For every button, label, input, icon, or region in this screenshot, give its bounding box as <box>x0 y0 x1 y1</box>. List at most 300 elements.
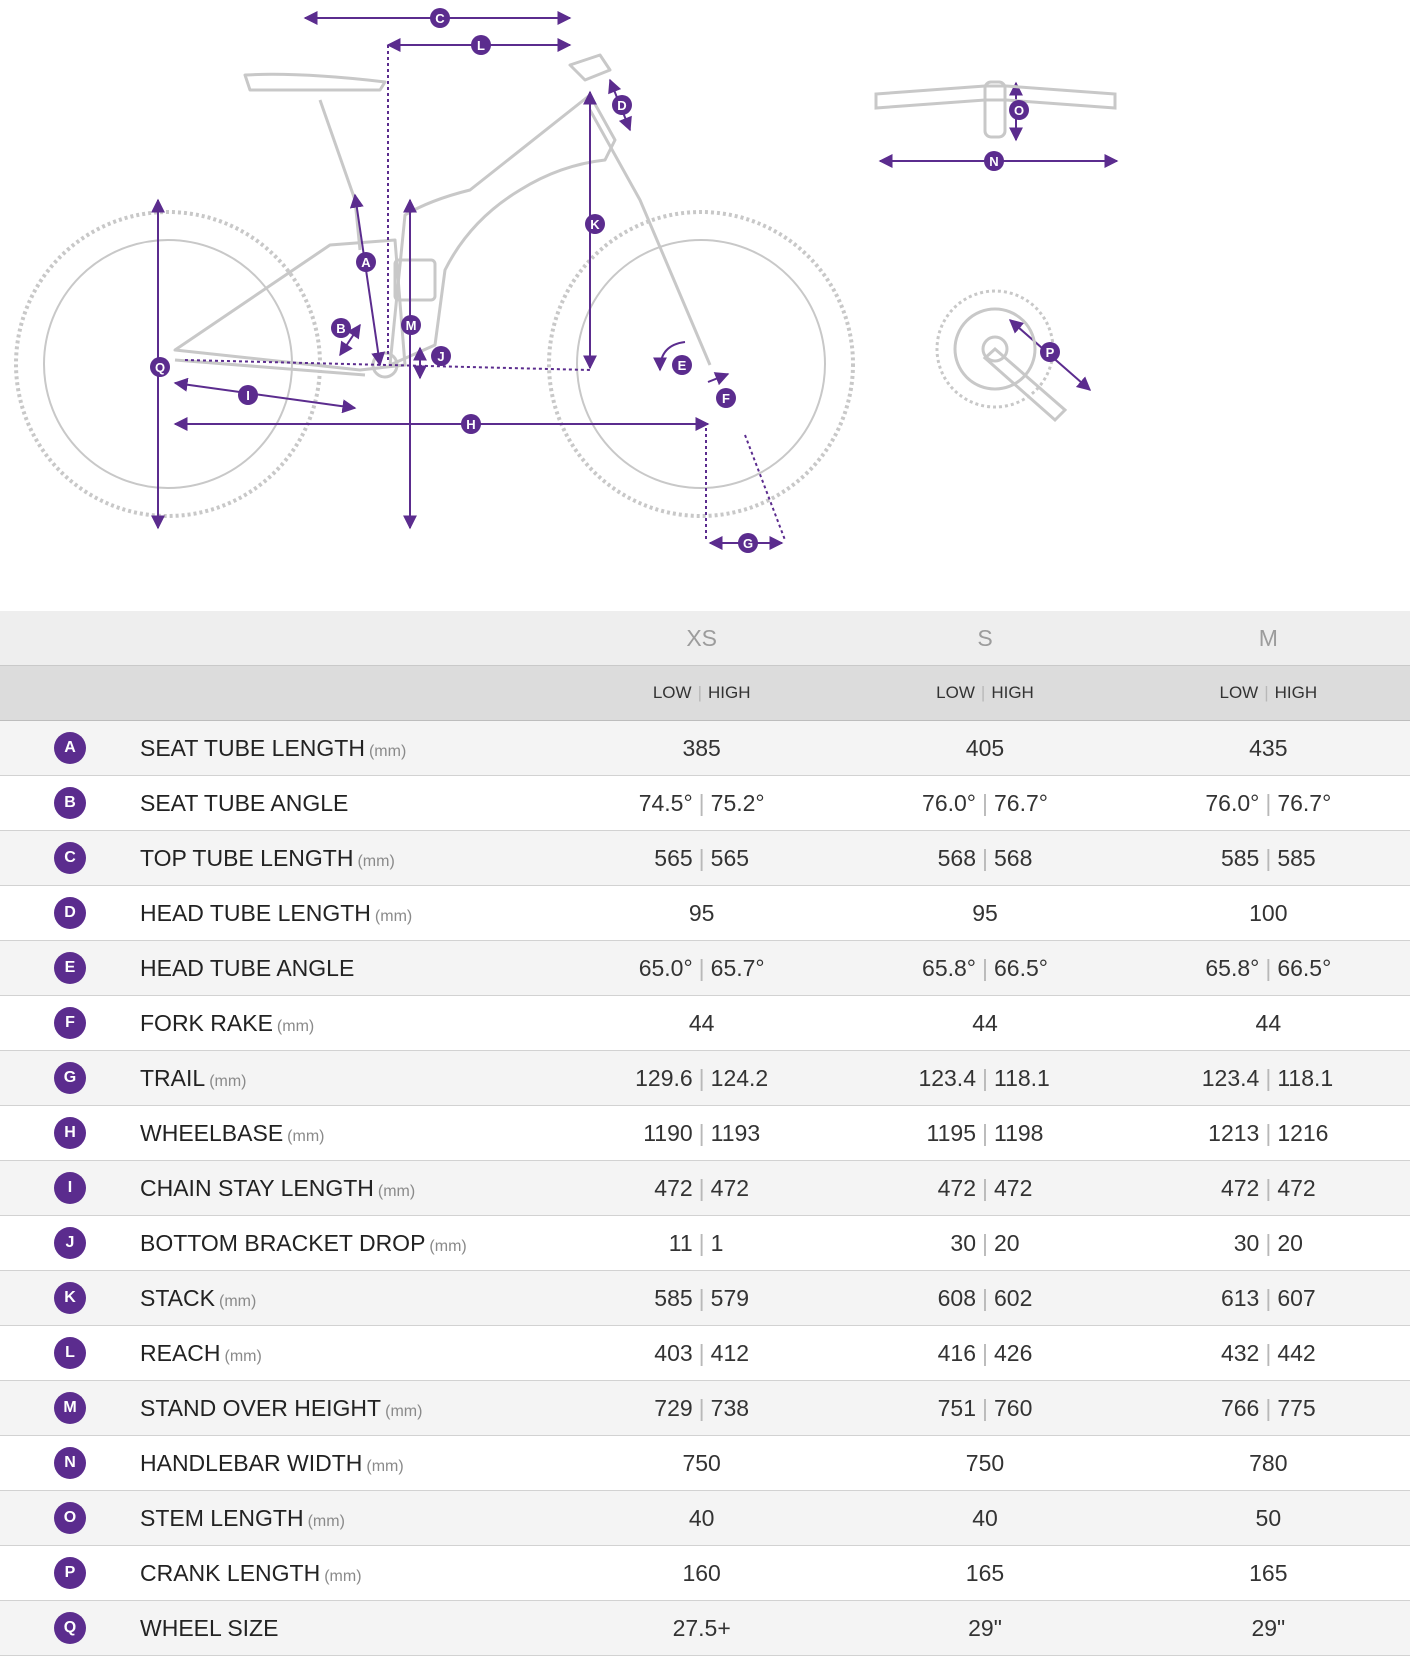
front-wheel <box>549 212 853 516</box>
size-value-cell <box>843 1271 1126 1326</box>
separator: | <box>698 1394 705 1421</box>
high-value: 76.7° <box>1277 789 1332 816</box>
measurement-name-cell <box>140 1381 560 1436</box>
high-value: 66.5° <box>993 954 1048 981</box>
svg-text:D: D <box>617 98 627 113</box>
high-value: 472 <box>1277 1174 1316 1201</box>
separator: | <box>697 683 702 702</box>
size-value-cell <box>560 1161 843 1216</box>
value: 750 <box>682 1449 721 1476</box>
table-row <box>0 776 1410 831</box>
separator: | <box>698 1119 705 1146</box>
svg-text:B: B <box>336 321 346 336</box>
badge-H <box>461 414 481 434</box>
size-value-cell <box>843 1216 1126 1271</box>
badge-L <box>471 35 491 55</box>
row-badge-cell <box>0 1381 140 1436</box>
table-row <box>0 1601 1410 1656</box>
size-value-cell <box>843 1326 1126 1381</box>
svg-text:L: L <box>477 38 485 53</box>
high-value: 66.5° <box>1277 954 1332 981</box>
high-label: HIGH <box>1274 683 1318 702</box>
measurement-unit: (mm) <box>368 742 407 760</box>
high-value: 76.7° <box>993 789 1048 816</box>
badge-A <box>356 252 376 272</box>
svg-text:M: M <box>405 318 417 333</box>
measurement-unit: (mm) <box>377 1182 416 1200</box>
high-value: 602 <box>993 1284 1033 1311</box>
size-value-cell <box>1127 721 1410 776</box>
table-row <box>0 1491 1410 1546</box>
high-value: 426 <box>993 1339 1033 1366</box>
low-value: 76.0° <box>922 789 976 816</box>
low-value: 608 <box>937 1284 976 1311</box>
low-value: 65.8° <box>922 954 976 981</box>
dimension-badge: D <box>54 897 86 929</box>
separator: | <box>1265 1339 1272 1366</box>
size-value-cell <box>843 1161 1126 1216</box>
size-value-cell <box>560 1271 843 1326</box>
table-row <box>0 1381 1410 1436</box>
svg-text:K: K <box>590 217 600 232</box>
table-row <box>0 1051 1410 1106</box>
measurement-unit: (mm) <box>324 1567 362 1585</box>
dimension-badge: H <box>54 1117 86 1149</box>
high-value: 568 <box>993 844 1033 871</box>
low-value: 565 <box>654 844 693 871</box>
value: 29" <box>1251 1614 1286 1641</box>
measurement-name: WHEELBASE <box>140 1119 284 1146</box>
measurement-name-cell <box>140 1601 560 1656</box>
value: 435 <box>1249 734 1288 761</box>
value: 165 <box>965 1559 1005 1586</box>
size-value-cell <box>1127 1436 1410 1491</box>
separator: | <box>982 1064 988 1091</box>
size-value-cell <box>843 1051 1126 1106</box>
high-value: 775 <box>1277 1394 1316 1421</box>
high-value: 118.1 <box>1277 1064 1334 1091</box>
row-badge-cell <box>0 996 140 1051</box>
separator: | <box>1264 683 1269 702</box>
size-value-cell <box>1127 1271 1410 1326</box>
size-header-m: M <box>1127 611 1410 666</box>
size-value-cell <box>1127 1601 1410 1656</box>
table-row <box>0 941 1410 996</box>
row-badge-cell <box>0 1216 140 1271</box>
separator: | <box>698 954 705 981</box>
size-header-xs: XS <box>560 611 843 666</box>
size-value-cell <box>560 1601 843 1656</box>
high-value: 20 <box>993 1229 1020 1256</box>
low-value: 613 <box>1220 1284 1260 1311</box>
high-value: 20 <box>1277 1229 1303 1256</box>
measurement-name: TOP TUBE LENGTH <box>140 844 354 871</box>
measurement-name-cell <box>140 1051 560 1106</box>
measurement-name-cell <box>140 1271 560 1326</box>
measurement-name: CRANK LENGTH <box>140 1559 321 1586</box>
size-value-cell <box>843 941 1126 996</box>
table-row <box>0 721 1410 776</box>
low-value: 766 <box>1220 1394 1260 1421</box>
badge-P <box>1040 342 1060 362</box>
measurement-name-cell <box>140 1546 560 1601</box>
dimension-lines <box>158 18 1117 543</box>
table-row <box>0 1106 1410 1161</box>
size-value-cell <box>560 1491 843 1546</box>
measurement-unit: (mm) <box>218 1292 257 1310</box>
size-value-cell <box>1127 776 1410 831</box>
dimension-badge: O <box>54 1502 86 1534</box>
low-high-header <box>843 666 1126 721</box>
value: 95 <box>688 899 715 926</box>
value: 750 <box>965 1449 1005 1476</box>
measurement-unit: (mm) <box>366 1457 404 1475</box>
separator: | <box>982 1174 988 1201</box>
separator: | <box>1265 1394 1272 1421</box>
measurement-unit: (mm) <box>209 1072 247 1090</box>
high-value: 412 <box>710 1339 750 1366</box>
svg-text:P: P <box>1045 345 1055 360</box>
separator: | <box>982 1229 988 1256</box>
badge-E <box>672 355 692 375</box>
badge-G <box>738 533 758 553</box>
measurement-unit: (mm) <box>429 1237 467 1255</box>
measurement-name: HEAD TUBE LENGTH <box>140 899 371 926</box>
separator: | <box>1265 1229 1272 1256</box>
separator: | <box>1265 1284 1272 1311</box>
size-value-cell <box>1127 1161 1410 1216</box>
low-label: LOW <box>936 683 975 702</box>
dimension-badge: G <box>54 1062 86 1094</box>
low-value: 416 <box>937 1339 976 1366</box>
high-value: 124.2 <box>710 1064 769 1091</box>
measurement-unit: (mm) <box>357 852 395 870</box>
measurement-name-cell <box>140 996 560 1051</box>
high-value: 1 <box>710 1229 724 1256</box>
table-row <box>0 1546 1410 1601</box>
separator: | <box>982 789 988 816</box>
table-row <box>0 1161 1410 1216</box>
measurement-name: STEM LENGTH <box>140 1504 304 1531</box>
low-value: 585 <box>1220 844 1260 871</box>
row-badge-cell <box>0 1051 140 1106</box>
table-row <box>0 886 1410 941</box>
row-badge-cell <box>0 886 140 941</box>
separator: | <box>698 844 705 871</box>
size-value-cell <box>843 776 1126 831</box>
size-value-cell <box>560 1436 843 1491</box>
high-value: 1193 <box>710 1119 761 1146</box>
size-value-cell <box>1127 1381 1410 1436</box>
size-value-cell <box>560 941 843 996</box>
separator: | <box>982 1284 988 1311</box>
measurement-unit: (mm) <box>224 1347 262 1365</box>
size-header-s: S <box>843 611 1126 666</box>
row-badge-cell <box>0 831 140 886</box>
size-value-cell <box>1127 1326 1410 1381</box>
row-badge-cell <box>0 1326 140 1381</box>
high-value: 472 <box>710 1174 750 1201</box>
handlebar-drawing <box>876 82 1115 137</box>
value: 44 <box>688 1009 715 1036</box>
row-badge-cell <box>0 1546 140 1601</box>
low-value: 432 <box>1220 1339 1260 1366</box>
separator: | <box>698 1064 705 1091</box>
low-value: 123.4 <box>918 1064 976 1091</box>
svg-text:C: C <box>435 11 445 26</box>
separator: | <box>982 1394 988 1421</box>
size-value-cell <box>843 1106 1126 1161</box>
value: 95 <box>972 899 998 926</box>
table-row <box>0 831 1410 886</box>
measurement-name: REACH <box>140 1339 221 1366</box>
measurement-name: HANDLEBAR WIDTH <box>140 1449 363 1476</box>
badge-F <box>716 388 736 408</box>
measurement-name-cell <box>140 1161 560 1216</box>
measurement-name: STACK <box>140 1284 215 1311</box>
low-value: 1195 <box>926 1119 976 1146</box>
value: 27.5+ <box>672 1614 731 1641</box>
svg-text:E: E <box>677 358 687 373</box>
dimension-badge: N <box>54 1447 86 1479</box>
measurement-name: WHEEL SIZE <box>140 1614 279 1641</box>
measurement-name-cell <box>140 941 560 996</box>
size-value-cell <box>1127 831 1410 886</box>
high-value: 585 <box>1277 844 1316 871</box>
measurement-name-cell <box>140 1106 560 1161</box>
row-badge-cell <box>0 1161 140 1216</box>
low-value: 1213 <box>1208 1119 1260 1146</box>
badge-J <box>431 346 451 366</box>
svg-text:F: F <box>722 391 730 406</box>
svg-text:O: O <box>1013 103 1025 118</box>
low-label: LOW <box>652 683 692 702</box>
size-header-row <box>0 611 1410 666</box>
measurement-name-cell <box>140 776 560 831</box>
dimension-badge: I <box>54 1172 86 1204</box>
separator: | <box>1265 844 1272 871</box>
size-value-cell <box>560 1326 843 1381</box>
size-value-cell <box>843 831 1126 886</box>
size-value-cell <box>560 996 843 1051</box>
value: 29" <box>968 1614 1002 1641</box>
size-value-cell <box>560 831 843 886</box>
size-value-cell <box>1127 1106 1410 1161</box>
table-row <box>0 1326 1410 1381</box>
measurement-name: SEAT TUBE ANGLE <box>140 789 349 816</box>
value: 780 <box>1249 1449 1288 1476</box>
measurement-unit: (mm) <box>287 1127 325 1145</box>
svg-text:A: A <box>361 255 371 270</box>
high-label: HIGH <box>707 683 751 702</box>
svg-text:H: H <box>466 417 476 432</box>
measurement-name-cell <box>140 886 560 941</box>
measurement-name-cell <box>140 1436 560 1491</box>
size-value-cell <box>843 1601 1126 1656</box>
table-row <box>0 996 1410 1051</box>
separator: | <box>698 1229 705 1256</box>
separator: | <box>980 683 986 702</box>
low-value: 123.4 <box>1201 1064 1260 1091</box>
separator: | <box>1265 1174 1272 1201</box>
low-value: 65.8° <box>1205 954 1260 981</box>
size-value-cell <box>560 1381 843 1436</box>
separator: | <box>698 1174 705 1201</box>
badge-B <box>331 318 351 338</box>
value: 405 <box>965 734 1005 761</box>
row-badge-cell <box>0 1271 140 1326</box>
high-value: 565 <box>710 844 750 871</box>
badge-C <box>430 8 450 28</box>
low-value: 76.0° <box>1205 789 1260 816</box>
measurement-name-cell <box>140 1326 560 1381</box>
high-label: HIGH <box>991 683 1034 702</box>
badge-N <box>984 151 1004 171</box>
row-badge-cell <box>0 1436 140 1491</box>
size-value-cell <box>843 1491 1126 1546</box>
size-value-cell <box>843 1381 1126 1436</box>
size-value-cell <box>560 1106 843 1161</box>
high-value: 75.2° <box>710 789 765 816</box>
size-value-cell <box>1127 1051 1410 1106</box>
low-value: 751 <box>937 1394 976 1421</box>
separator: | <box>1265 1119 1272 1146</box>
dimension-badge: F <box>54 1007 86 1039</box>
size-value-cell <box>1127 1216 1410 1271</box>
size-value-cell <box>560 886 843 941</box>
high-value: 1198 <box>993 1119 1044 1146</box>
measurement-unit: (mm) <box>385 1402 423 1420</box>
low-high-header <box>1127 666 1410 721</box>
size-value-cell <box>560 721 843 776</box>
separator: | <box>1265 1064 1272 1091</box>
low-value: 403 <box>654 1339 693 1366</box>
low-value: 472 <box>1220 1174 1260 1201</box>
dimension-badge: P <box>54 1557 86 1589</box>
badge-K <box>585 214 605 234</box>
dimension-badge: E <box>54 952 86 984</box>
high-value: 442 <box>1277 1339 1316 1366</box>
high-value: 607 <box>1277 1284 1316 1311</box>
dimension-badge: K <box>54 1282 86 1314</box>
svg-text:G: G <box>742 536 754 551</box>
low-value: 729 <box>654 1394 693 1421</box>
low-value: 30 <box>1233 1229 1260 1256</box>
badge-Q <box>150 357 170 377</box>
size-value-cell <box>843 721 1126 776</box>
dimension-badge: J <box>54 1227 86 1259</box>
measurement-name-cell <box>140 831 560 886</box>
size-value-cell <box>843 1546 1126 1601</box>
measurement-name-cell <box>140 1216 560 1271</box>
measurement-name: FORK RAKE <box>140 1009 273 1036</box>
low-value: 585 <box>654 1284 693 1311</box>
low-value: 74.5° <box>638 789 693 816</box>
measurement-name: TRAIL <box>140 1064 206 1091</box>
dimension-badge: C <box>54 842 86 874</box>
high-value: 472 <box>993 1174 1033 1201</box>
value: 160 <box>682 1559 721 1586</box>
dimension-badge: A <box>54 732 86 764</box>
high-value: 760 <box>993 1394 1033 1421</box>
size-value-cell <box>560 1051 843 1106</box>
size-value-cell <box>843 886 1126 941</box>
high-value: 738 <box>710 1394 750 1421</box>
header-spacer <box>0 666 140 721</box>
separator: | <box>982 1339 988 1366</box>
measurement-unit: (mm) <box>276 1017 315 1035</box>
separator: | <box>698 1284 705 1311</box>
size-value-cell <box>843 996 1126 1051</box>
size-value-cell <box>560 776 843 831</box>
separator: | <box>1265 789 1272 816</box>
measurement-name: HEAD TUBE ANGLE <box>140 954 355 981</box>
svg-text:J: J <box>437 349 445 364</box>
separator: | <box>1265 954 1272 981</box>
low-high-header-row <box>0 666 1410 721</box>
badge-D <box>612 95 632 115</box>
size-value-cell <box>843 1436 1126 1491</box>
high-value: 1216 <box>1277 1119 1329 1146</box>
low-value: 65.0° <box>638 954 693 981</box>
measurement-name-cell <box>140 721 560 776</box>
value: 44 <box>1255 1009 1282 1036</box>
geometry-table <box>0 611 1410 1656</box>
low-value: 30 <box>950 1229 976 1256</box>
low-value: 129.6 <box>635 1064 693 1091</box>
value: 100 <box>1249 899 1288 926</box>
high-value: 579 <box>710 1284 750 1311</box>
measurement-name: BOTTOM BRACKET DROP <box>140 1229 426 1256</box>
row-badge-cell <box>0 1106 140 1161</box>
measurement-unit: (mm) <box>374 907 413 925</box>
size-value-cell <box>560 1546 843 1601</box>
svg-text:N: N <box>989 154 999 169</box>
dimension-badge: L <box>54 1337 86 1369</box>
row-badge-cell <box>0 1601 140 1656</box>
size-value-cell <box>1127 996 1410 1051</box>
high-value: 65.7° <box>710 954 765 981</box>
geometry-table-body <box>0 721 1410 1656</box>
row-badge-cell <box>0 776 140 831</box>
measurement-name: CHAIN STAY LENGTH <box>140 1174 374 1201</box>
separator: | <box>982 954 988 981</box>
low-value: 11 <box>668 1229 693 1256</box>
bike-geometry-diagram <box>0 0 1416 600</box>
measurement-name-cell <box>140 1491 560 1546</box>
separator: | <box>982 1119 988 1146</box>
separator: | <box>698 1339 705 1366</box>
measurement-name: STAND OVER HEIGHT <box>140 1394 382 1421</box>
table-row <box>0 1271 1410 1326</box>
size-value-cell <box>1127 941 1410 996</box>
badge-O <box>1009 100 1029 120</box>
size-value-cell <box>560 1216 843 1271</box>
row-badge-cell <box>0 1491 140 1546</box>
measurement-unit: (mm) <box>307 1512 345 1530</box>
header-spacer <box>140 666 560 721</box>
measurement-name: SEAT TUBE LENGTH <box>140 734 365 761</box>
separator: | <box>982 844 988 871</box>
size-value-cell <box>1127 1491 1410 1546</box>
separator: | <box>698 789 705 816</box>
high-value: 118.1 <box>993 1064 1050 1091</box>
dimension-badge: Q <box>54 1612 86 1644</box>
size-value-cell <box>1127 886 1410 941</box>
svg-text:I: I <box>246 388 250 403</box>
header-spacer <box>0 611 140 666</box>
svg-text:Q: Q <box>154 360 166 375</box>
